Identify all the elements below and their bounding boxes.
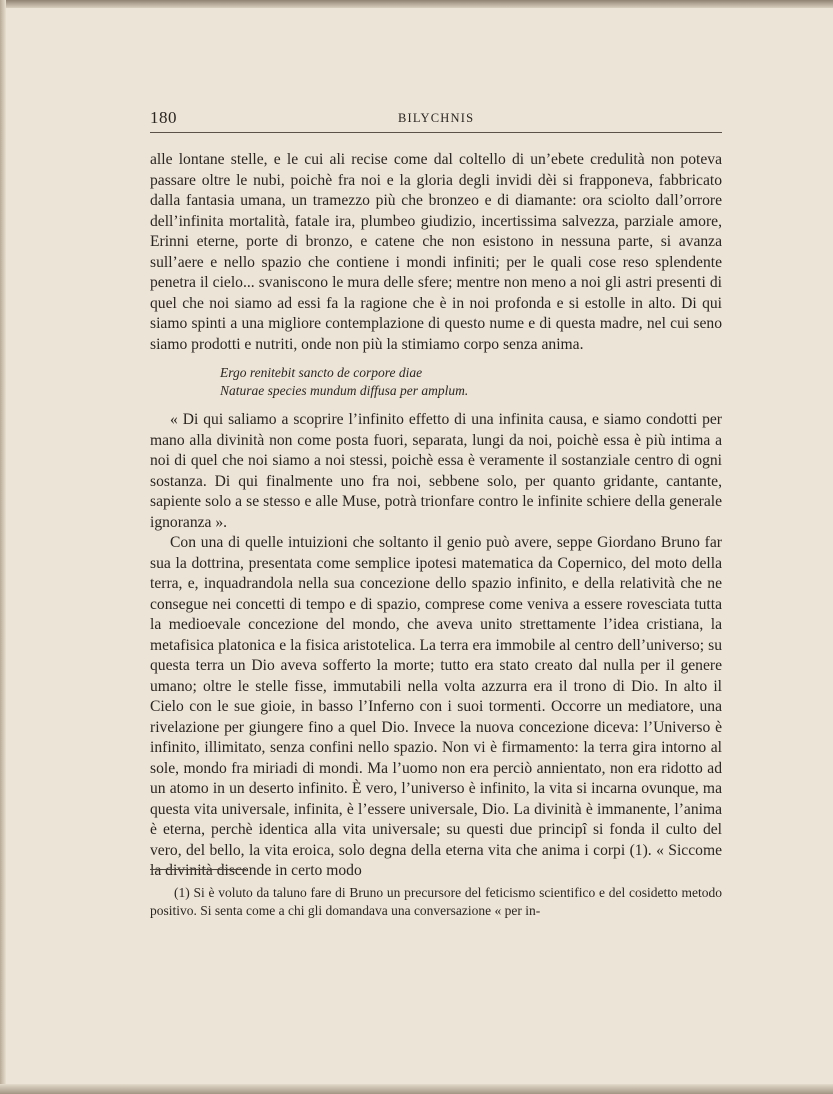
latin-verse: [220, 364, 722, 399]
page-edge-bottom: [0, 1084, 833, 1094]
page-header: [150, 108, 722, 134]
footnote-rule: [150, 869, 246, 870]
paragraph: « Di qui saliamo a scoprire l’infinito effetto di una infinita causa, e siamo condotti per mano alla divinità non come posta fuori, separata, lungi da noi, poichè essa è più intima a noi di quel che noi siamo a noi stessi, poichè essa è veramente il sostanziale centro di ogni sostanza. Di qui finalmente uno fra noi, sebbene solo, per quanto gridante, cantante, sapiente solo a se stesso e alle Muse, potrà trionfare contro le infinite schiere della generale ignoranza ».: [150, 411, 722, 531]
page-number: 180: [150, 108, 177, 127]
paragraph: alle lontane stelle, e le cui ali recise come dal coltello di un’ebete credulità non poteva passare oltre le nubi, poichè fra noi e la gloria degli invidi dèi si frapponeva, fabbricato dalla fantasia umana, un tramezzo più che bronzeo e di diamante: ora sciolto dall’orrore dell’infinita mortalità, fatale ira, plumbeo giudizio, incertissima salvezza, parziale amore, Erinni eterne, porte di bronzo, e catene che non esistono in nessuna parte, si avanza sull’aere e nello spazio che contiene i mondi infiniti; per le quali cose reso splendente penetra il cielo... svaniscono le mura delle sfere; mentre non meno a noi gli astri presenti di quel che noi siamo ad essi fa la ragione che è in noi profonda e si estolle in alto. Di qui siamo spinti a una migliore contemplazione di questo nume e di questa madre, nel cui seno siamo prodotti e nutriti, onde non più la stimiamo corpo senza anima.: [150, 151, 722, 353]
running-head: BILYCHNIS: [398, 111, 475, 125]
header-rule: [150, 132, 722, 133]
footnote: (1) Si è voluto da taluno fare di Bruno un precursore del feticismo scientifico e del cosidetto metodo positivo. Si senta come a chi gli domandava una conversazione « per in-: [150, 885, 722, 918]
page-edge-top: [0, 0, 833, 8]
verse-line: Ergo renitebit sancto de corpore diae: [220, 365, 423, 380]
page-edge-left: [0, 0, 6, 1094]
paragraph: Con una di quelle intuizioni che soltanto il genio può avere, seppe Giordano Bruno far sua la dottrina, presentata come semplice ipotesi matematica da Copernico, del moto della terra, e, inquadrandola nella sua concezione dello spazio infinito, e della relatività che ne consegue nei concetti di tempo e di spazio, comprese come veniva a essere rovesciata tutta la medioevale concezione del mondo, che aveva unito strettamente l’idea cristiana, la metafisica platonica e la fisica aristotelica. La terra era immobile al centro dell’universo; su questa terra un Dio aveva sofferto la morte; tutto era stato creato dal nulla per il genere umano; oltre le stelle fisse, immutabili nella volta azzurra era il trono di Dio. In alto il Cielo con le sue gioie, in basso l’Inferno con i suoi tormenti. Occorre un mediatore, una rivelazione per giungere fino a quel Dio. Invece la nuova concezione diceva: l’Universo è infinito, illimitato, senza confini nello spazio. Non vi è firmamento: la terra gira intorno al sole, mondo fra miriadi di mondi. Ma l’uomo non era perciò annientato, non era ridotto ad un atomo in un deserto infinito. È vero, l’universo è infinito, la vita si incarna ovunque, ma questa vita universale, infinita, è l’essere universale, Dio. La divinità è immanente, l’anima è eterna, perchè identica alla vita universale; su questi due principî si fonda il culto del vero, del bello, la vita eroica, solo degna della eterna vita che anima i corpi (1). « Siccome la divinità discende in certo modo: [150, 534, 722, 879]
verse-line: Naturae species mundum diffusa per amplum.: [220, 382, 469, 398]
main-text: [150, 150, 722, 882]
